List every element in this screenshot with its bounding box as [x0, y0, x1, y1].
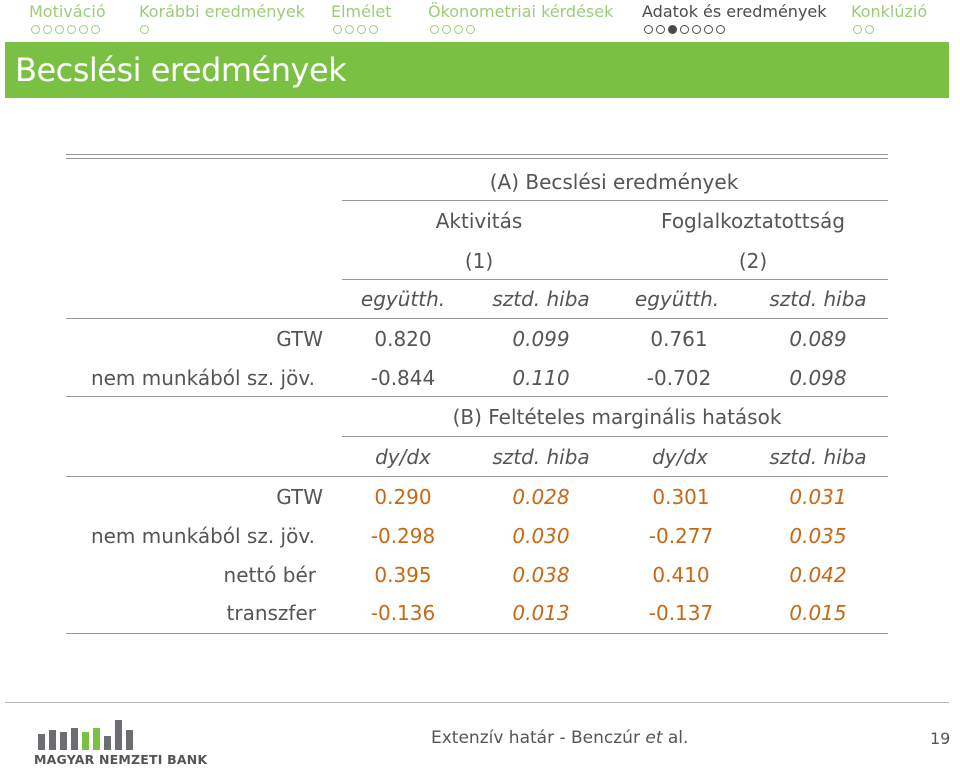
table-cell: -0.844: [370, 366, 436, 390]
table-row-label: nettó bér: [223, 563, 316, 587]
table-cell: 0.301: [652, 485, 710, 509]
nav-progress-dot[interactable]: [43, 25, 52, 34]
table-cell: 0.098: [789, 366, 847, 390]
table-cell: 0.035: [789, 524, 847, 548]
nav-progress-dot[interactable]: [442, 25, 451, 34]
logo-bar: [126, 730, 133, 750]
table-cell: 0.089: [789, 327, 847, 351]
page-number: 19: [930, 729, 951, 748]
table-cell: -0.298: [370, 524, 436, 548]
logo-bar: [38, 734, 45, 750]
nav-progress-dot[interactable]: [91, 25, 100, 34]
nav-progress-dot[interactable]: [865, 25, 874, 34]
panel-a-bottom-rule: [66, 396, 888, 397]
logo-text: MAGYAR NEMZETI BANK: [34, 752, 208, 767]
table-cell: 0.761: [650, 327, 708, 351]
logo-bar: [71, 728, 78, 750]
nav-dots-elmelet[interactable]: [333, 25, 378, 34]
nav-progress-dot[interactable]: [333, 25, 342, 34]
nav-progress-dot[interactable]: [466, 25, 475, 34]
table-cell: 0.038: [512, 563, 570, 587]
panel-b-header-se-2: sztd. hiba: [769, 445, 867, 469]
nav-progress-dot[interactable]: [656, 25, 665, 34]
table-cell: 0.028: [512, 485, 570, 509]
logo-bar: [115, 720, 122, 750]
table-row-label: nem munkából sz. jöv.: [90, 366, 315, 390]
nav-dots-motivacio[interactable]: [31, 25, 100, 34]
table-bottom-rule: [66, 633, 888, 634]
panel-a-header-se-2: sztd. hiba: [769, 287, 867, 311]
nav-progress-dot[interactable]: [704, 25, 713, 34]
panel-a-title: (A) Becslési eredmények: [489, 170, 739, 194]
table-cell: 0.099: [512, 327, 570, 351]
table-cell: 0.030: [512, 524, 570, 548]
table-cell: 0.013: [512, 601, 570, 625]
panel-a-title-rule: [342, 200, 888, 201]
panel-a-header-coef-1: együtth.: [360, 287, 446, 311]
panel-b-title: (B) Feltételes marginális hatások: [452, 405, 782, 429]
table-row-label: nem munkából sz. jöv.: [90, 524, 315, 548]
nav-item-konkluzio[interactable]: Konklúzió: [851, 2, 928, 21]
nav-progress-dot[interactable]: [644, 25, 653, 34]
nav-dots-okonometriai-kerdesek[interactable]: [430, 25, 475, 34]
panel-a-header-rule: [66, 318, 888, 319]
table-cell: -0.137: [648, 601, 714, 625]
table-row-label: GTW: [276, 485, 323, 509]
nav-item-okonometriai-kerdesek[interactable]: Ökonometriai kérdések: [428, 2, 614, 21]
col-group-foglalkoztatottsag: Foglalkoztatottság: [661, 209, 845, 233]
nav-progress-dot[interactable]: [853, 25, 862, 34]
footer-divider: [5, 702, 949, 703]
logo-bar: [93, 728, 100, 750]
logo-bar: [104, 736, 111, 750]
panel-b-title-rule: [342, 436, 888, 437]
nav-progress-dot[interactable]: [680, 25, 689, 34]
top-navigation: [0, 0, 960, 42]
nav-progress-dot[interactable]: [692, 25, 701, 34]
table-cell: -0.277: [648, 524, 714, 548]
nav-item-motivacio[interactable]: Motiváció: [29, 2, 106, 21]
panel-a-header-coef-2: együtth.: [634, 287, 720, 311]
panel-b-header-dydx-2: dy/dx: [652, 445, 708, 469]
nav-progress-dot[interactable]: [31, 25, 40, 34]
col-num-1: (1): [464, 249, 494, 273]
page-title: Becslési eredmények: [15, 51, 347, 89]
table-row-label: transzfer: [226, 601, 316, 625]
panel-b-header-rule: [66, 476, 888, 477]
title-bar: [5, 42, 949, 98]
table-cell: -0.702: [646, 366, 712, 390]
nav-progress-dot[interactable]: [668, 25, 677, 34]
panel-b-header-dydx-1: dy/dx: [375, 445, 431, 469]
nav-progress-dot[interactable]: [716, 25, 725, 34]
nav-dots-adatok-es-eredmenyek[interactable]: [644, 25, 725, 34]
nav-item-korabbi-eredmenyek[interactable]: Korábbi eredmények: [139, 2, 305, 21]
table-top-rule: [66, 154, 888, 155]
mnb-logo: [34, 710, 208, 767]
col-num-2: (2): [738, 249, 768, 273]
table-cell: 0.110: [512, 366, 570, 390]
nav-item-adatok-es-eredmenyek[interactable]: Adatok és eredmények: [642, 2, 827, 21]
table-cell: 0.031: [789, 485, 847, 509]
nav-progress-dot[interactable]: [430, 25, 439, 34]
footer-citation: Extenzív határ - Benczúr et al.: [431, 728, 689, 748]
logo-bar: [82, 732, 89, 750]
logo-bar: [49, 730, 56, 750]
col-num-rule: [342, 279, 888, 280]
logo-bar: [60, 732, 67, 750]
table-cell: 0.290: [374, 485, 432, 509]
nav-progress-dot[interactable]: [454, 25, 463, 34]
nav-dots-korabbi-eredmenyek[interactable]: [140, 25, 149, 34]
table-row-label: GTW: [276, 327, 323, 351]
table-cell: 0.042: [789, 563, 847, 587]
col-group-aktivitas: Aktivitás: [435, 209, 523, 233]
table-cell: 0.395: [374, 563, 432, 587]
table-cell: 0.015: [789, 601, 847, 625]
nav-progress-dot[interactable]: [67, 25, 76, 34]
nav-progress-dot[interactable]: [79, 25, 88, 34]
nav-progress-dot[interactable]: [140, 25, 149, 34]
panel-b-header-se-1: sztd. hiba: [492, 445, 590, 469]
nav-dots-konkluzio[interactable]: [853, 25, 874, 34]
nav-item-elmelet[interactable]: Elmélet: [331, 2, 392, 21]
nav-progress-dot[interactable]: [357, 25, 366, 34]
panel-a-header-se-1: sztd. hiba: [492, 287, 590, 311]
table-cell: -0.136: [370, 601, 436, 625]
table-cell: 0.820: [374, 327, 432, 351]
table-cell: 0.410: [652, 563, 710, 587]
nav-progress-dot[interactable]: [369, 25, 378, 34]
nav-progress-dot[interactable]: [55, 25, 64, 34]
nav-progress-dot[interactable]: [345, 25, 354, 34]
table-top-rule-double: [66, 158, 888, 159]
